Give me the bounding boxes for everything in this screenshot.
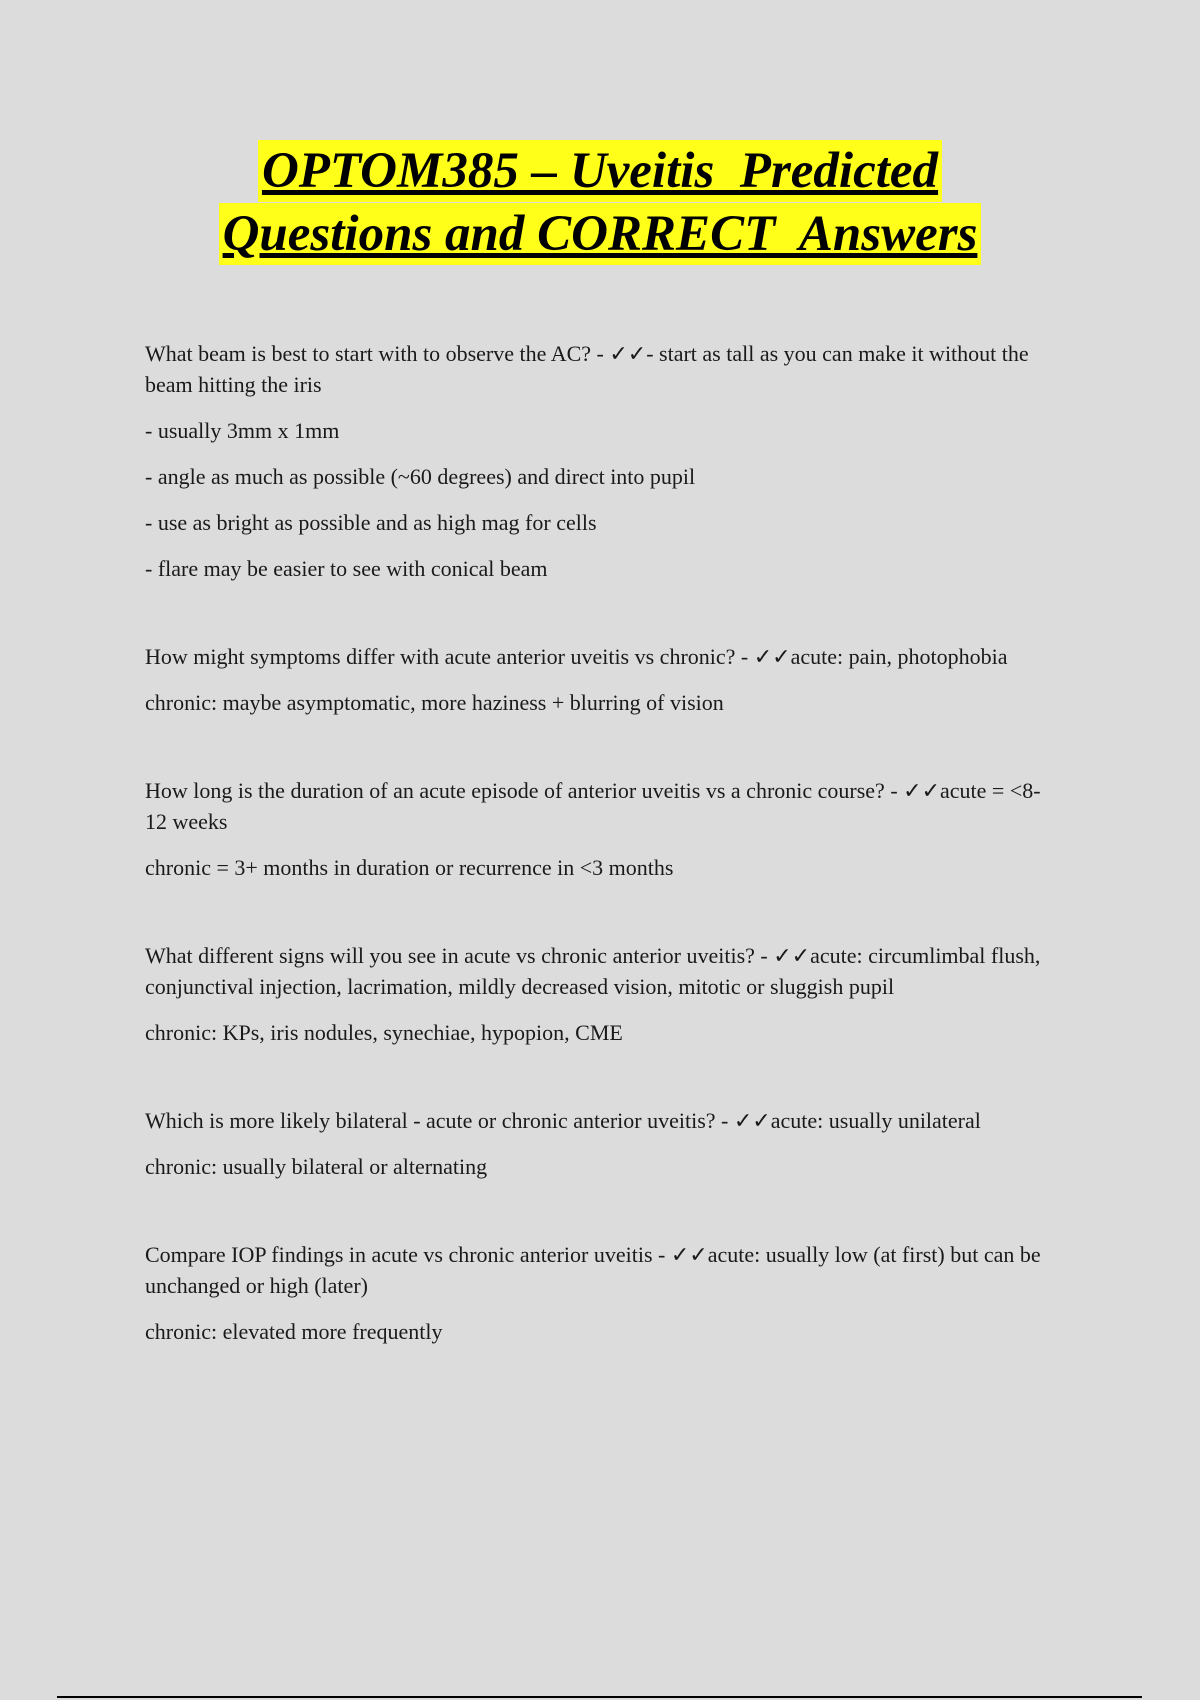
question-answer: What beam is best to start with to observe the AC? - ✓✓- start as tall as you can make it without the beam hitting the iris	[145, 341, 1029, 397]
document-title	[0, 140, 1200, 266]
answer-detail: - flare may be easier to see with conical beam	[145, 556, 548, 581]
answer-detail: - use as bright as possible and as high mag for cells	[145, 510, 597, 535]
qa-item-2	[145, 641, 1045, 718]
question-answer: How might symptoms differ with acute anterior uveitis vs chronic? - ✓✓acute: pain, photophobia	[145, 644, 1008, 669]
qa-item-1	[145, 338, 1045, 584]
answer-detail: chronic: maybe asymptomatic, more haziness + blurring of vision	[145, 690, 724, 715]
qa-item-4	[145, 940, 1045, 1048]
qa-item-6	[145, 1239, 1045, 1347]
question-answer: How long is the duration of an acute episode of anterior uveitis vs a chronic course? - ✓✓acute = <8-12 weeks	[145, 778, 1041, 834]
answer-detail: chronic: elevated more frequently	[145, 1319, 443, 1344]
footer-divider	[57, 1696, 1142, 1698]
answer-detail: - angle as much as possible (~60 degrees) and direct into pupil	[145, 464, 696, 489]
question-answer: Which is more likely bilateral - acute or chronic anterior uveitis? - ✓✓acute: usually unilateral	[145, 1108, 981, 1133]
qa-item-5	[145, 1105, 1045, 1182]
answer-detail: chronic = 3+ months in duration or recurrence in <3 months	[145, 855, 674, 880]
qa-list	[145, 338, 1045, 1404]
title-line-2: Questions and CORRECT Answers	[219, 203, 982, 265]
answer-detail: chronic: usually bilateral or alternating	[145, 1154, 488, 1179]
question-answer: What different signs will you see in acute vs chronic anterior uveitis? - ✓✓acute: circumlimbal flush, conjunctival injection, lacrimation, mildly decreased vision, mitotic or sluggish pupil	[145, 943, 1041, 999]
answer-detail: chronic: KPs, iris nodules, synechiae, hypopion, CME	[145, 1020, 623, 1045]
answer-detail: - usually 3mm x 1mm	[145, 418, 340, 443]
title-line-1: OPTOM385 – Uveitis Predicted	[258, 140, 942, 202]
qa-item-3	[145, 775, 1045, 883]
question-answer: Compare IOP findings in acute vs chronic anterior uveitis - ✓✓acute: usually low (at first) but can be unchanged or high (later)	[145, 1242, 1041, 1298]
